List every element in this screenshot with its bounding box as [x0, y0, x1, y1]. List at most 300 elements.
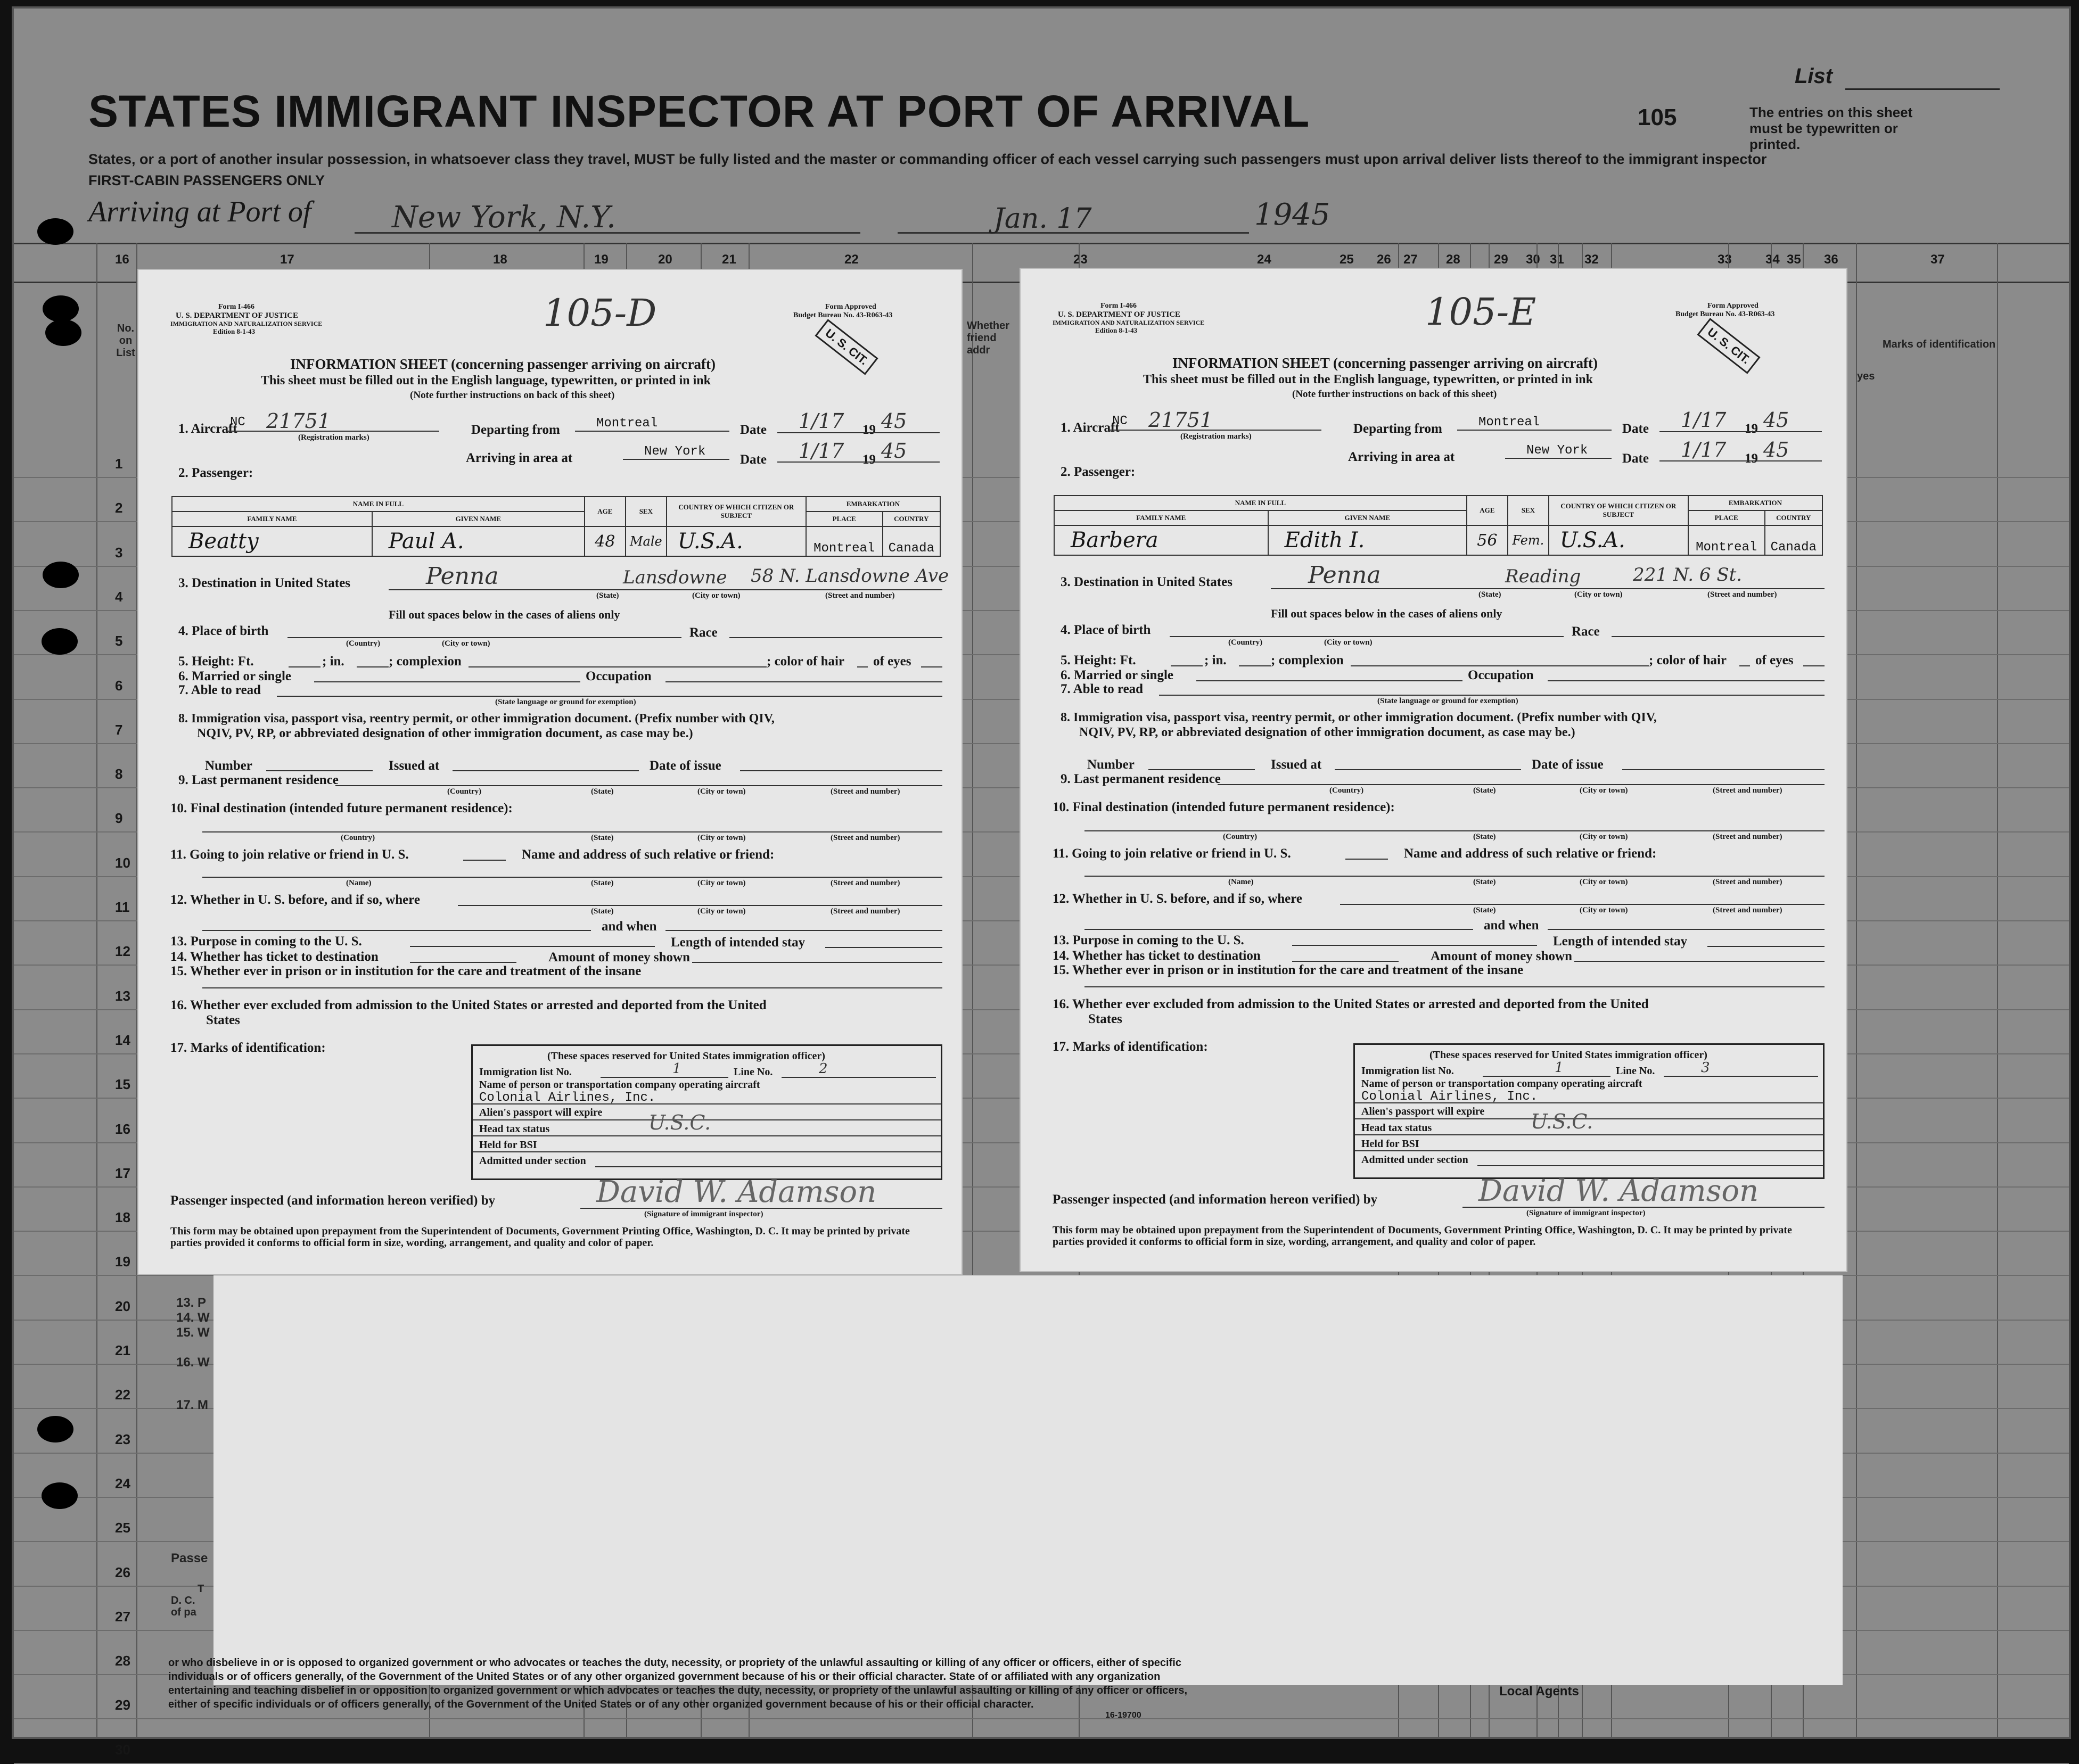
arrive-century: 19 [1745, 451, 1758, 466]
aircraft-line [1108, 430, 1321, 431]
length-of-stay-label: Length of intended stay [1553, 934, 1688, 949]
row-number: 30 [115, 1742, 130, 1758]
binder-hole-icon [42, 628, 78, 655]
birth-label: 4. Place of birth [1061, 623, 1151, 637]
inspected-label: Passenger inspected (and information hereon verified) by [170, 1193, 496, 1208]
admitted-line [595, 1166, 941, 1167]
when-pre-line [202, 930, 591, 931]
row-number: 22 [115, 1387, 130, 1403]
excluded-label: 16. Whether ever excluded from admission to the United States or arrested and deported from the United [1053, 997, 1649, 1011]
column-number: 21 [722, 252, 736, 267]
aircraft-line [226, 431, 439, 432]
dest-city: Reading [1505, 566, 1581, 587]
passport-expire-label: Alien's passport will expire [479, 1107, 603, 1118]
and-when-label: and when [602, 919, 657, 934]
final-state-sub: (State) [1473, 832, 1496, 841]
dest-street-sub: (Street and number) [825, 591, 895, 600]
registration-sublabel: (Registration marks) [1180, 432, 1252, 441]
money-line [1574, 961, 1825, 962]
list-no-label: Immigration list No. [479, 1066, 572, 1078]
form-budget: Budget Bureau No. 43-R063-43 [793, 311, 893, 319]
row-number: 1 [115, 456, 123, 472]
departing-label: Departing from [1353, 422, 1442, 436]
company-label: Name of person or transportation company operating aircraft [1361, 1078, 1642, 1090]
embark-country: Canada [883, 526, 940, 556]
destination-label: 3. Destination in United States [1061, 575, 1232, 589]
marks-label: 17. Marks of identification: [1053, 1040, 1208, 1054]
length-line [1707, 946, 1825, 947]
visa-label-2: NQIV, PV, RP, or abbreviated designation of other immigration document, as case may be.) [197, 727, 693, 740]
depart-date: 1/17 [1681, 408, 1727, 432]
final-street-sub: (Street and number) [831, 834, 900, 842]
row-number: 10 [115, 855, 130, 871]
binder-hole-icon [43, 295, 79, 322]
final-destination-label: 10. Final destination (intended future permanent residence): [1053, 800, 1395, 814]
read-sub: (State language or ground for exemption) [495, 698, 636, 706]
race-line [729, 637, 942, 638]
inspected-label: Passenger inspected (and information hereon verified) by [1053, 1192, 1378, 1207]
reserved-officer-box [471, 1044, 942, 1180]
arrive-date-label: Date [740, 452, 767, 467]
form-footnote: This form may be obtained upon prepayment from the Superintendent of Documents, Government Printing Office, Washington, D. C. It may be printed by private parties provided it conforms to official form in size, wording, arrangement, and quality and color of paper. [170, 1225, 910, 1249]
column-number: 34 [1765, 252, 1780, 267]
arriving-line [623, 459, 729, 460]
complexion-line [1351, 665, 1649, 666]
number-label: Number [205, 759, 252, 773]
th-name-full: NAME IN FULL [172, 497, 585, 512]
registration-sublabel: (Registration marks) [298, 433, 369, 442]
hair-label: ; color of hair [767, 654, 845, 669]
last-country-sub: (Country) [447, 787, 482, 796]
binder-hole-icon [37, 218, 73, 245]
bsi-line [1355, 1150, 1823, 1151]
join-line [463, 860, 506, 861]
th-sex: SEX [1508, 496, 1549, 525]
money-label: Amount of money shown [1431, 949, 1573, 963]
height-in-label: ; in. [322, 654, 344, 669]
column-number: 27 [1403, 252, 1418, 267]
length-line [825, 947, 942, 948]
depart-date: 1/17 [799, 409, 844, 433]
married-label: 6. Married or single [1061, 668, 1173, 682]
ghost-tail-1: T [198, 1583, 204, 1595]
purpose-label: 13. Purpose in coming to the U. S. [170, 934, 362, 949]
embark-country: Canada [1765, 525, 1822, 555]
company-label: Name of person or transportation company operating aircraft [479, 1079, 760, 1091]
signature-sub: (Signature of immigrant inspector) [1526, 1209, 1646, 1217]
ticket-line [410, 962, 516, 963]
passenger-table [1054, 495, 1823, 556]
last-residence-label: 9. Last permanent residence [1061, 772, 1221, 786]
passenger-table [171, 496, 941, 557]
date-label: Date [1622, 422, 1649, 436]
join-relative-label: 11. Going to join relative or friend in U. S. [170, 847, 409, 862]
issued-at-line [453, 770, 639, 771]
prison-line [202, 987, 942, 988]
reserved-officer-box [1353, 1043, 1825, 1179]
line-no-line [1664, 1076, 1818, 1077]
arriving-label: Arriving at Port of [88, 195, 311, 228]
column-number: 16 [115, 252, 129, 267]
form-dept: U. S. DEPARTMENT OF JUSTICE [1058, 310, 1181, 319]
relative-street-sub: (Street and number) [831, 879, 900, 887]
relative-name-label: Name and address of such relative or friend: [1404, 846, 1657, 861]
column-number: 36 [1824, 252, 1838, 267]
form-subtitle: This sheet must be filled out in the English language, typewritten, or printed in ink [261, 374, 711, 388]
bsi-label: Held for BSI [1361, 1138, 1419, 1150]
arriving-label: Arriving in area at [1348, 450, 1455, 464]
relative-name-sub: (Name) [1228, 878, 1254, 886]
row-number: 17 [115, 1165, 130, 1181]
passport-expire-label: Alien's passport will expire [1361, 1106, 1485, 1117]
row-number: 6 [115, 678, 123, 694]
dest-city-sub: (City or town) [692, 591, 741, 600]
eyes-line [1803, 665, 1825, 666]
final-country-sub: (Country) [341, 834, 375, 842]
row-number: 4 [115, 589, 123, 605]
passenger-label: 2. Passenger: [1061, 465, 1136, 479]
visa-label-2: NQIV, PV, RP, or abbreviated designation of other immigration document, as case may be.) [1079, 726, 1575, 739]
list-no: 1 [1555, 1060, 1564, 1076]
and-when-line [665, 930, 942, 931]
form-approved: Form Approved [825, 303, 876, 311]
birth-city-sub: (City or town) [1324, 638, 1373, 647]
depart-year: 45 [1763, 408, 1789, 432]
purpose-line [410, 946, 655, 947]
married-line [314, 681, 580, 682]
last-street-sub: (Street and number) [831, 787, 900, 796]
departing-from: Montreal [596, 416, 658, 431]
occupation-label: Occupation [1468, 668, 1534, 682]
information-sheet-105-d [137, 269, 963, 1275]
departing-label: Departing from [471, 423, 560, 437]
final-destination-line [1084, 830, 1825, 831]
birth-country-sub: (Country) [346, 639, 381, 648]
admitted-line [1477, 1165, 1823, 1166]
purpose-label: 13. Purpose in coming to the U. S. [1053, 933, 1244, 947]
signature-line [580, 1208, 942, 1209]
married-label: 6. Married or single [178, 669, 291, 683]
th-embarkation: EMBARKATION [1688, 496, 1822, 510]
row-number: 28 [115, 1653, 130, 1669]
hair-label: ; color of hair [1649, 653, 1727, 667]
arriving-in: New York [644, 444, 706, 459]
th-country: COUNTRY OF WHICH CITIZEN OR SUBJECT [667, 497, 806, 526]
row-number: 26 [115, 1564, 130, 1580]
column-number: 18 [493, 252, 507, 267]
century-19: 19 [1745, 422, 1758, 436]
aircraft-label: 1. Aircraft [1061, 421, 1120, 435]
bsi-label: Held for BSI [479, 1139, 537, 1151]
row-number: 25 [115, 1520, 130, 1536]
family-name: Barbera [1054, 525, 1268, 555]
us-citizen-stamp: U. S. CIT. [815, 319, 878, 375]
dest-state: Penna [1308, 562, 1381, 589]
form-edition: Edition 8-1-43 [1095, 326, 1138, 334]
and-when-label: and when [1484, 918, 1539, 933]
local-agents-label: Local Agents [1499, 1684, 1579, 1699]
column-number: 22 [844, 252, 859, 267]
form-footnote: This form may be obtained upon prepayment from the Superintendent of Documents, Government Printing Office, Washington, D. C. It may be printed by private parties provided it conforms to official form in size, wording, arrangement, and quality and color of paper. [1053, 1224, 1792, 1248]
ticket-label: 14. Whether has ticket to destination [170, 950, 379, 964]
footer-code: 16-19700 [1105, 1711, 1141, 1720]
inspector-signature: David W. Adamson [596, 1175, 877, 1209]
th-name-full: NAME IN FULL [1054, 496, 1467, 510]
form-note: (Note further instructions on back of this sheet) [410, 390, 615, 401]
final-city-sub: (City or town) [697, 834, 746, 842]
blank-overlay-sheet [213, 1275, 1843, 1685]
relative-line [1084, 876, 1825, 877]
sheet-title: STATES IMMIGRANT INSPECTOR AT PORT OF ARRIVAL [88, 86, 1310, 136]
last-city-sub: (City or town) [697, 787, 746, 796]
citizen-of: U.S.A. [1549, 525, 1688, 555]
age: 56 [1467, 525, 1508, 555]
dest-state-sub: (State) [596, 591, 619, 600]
form-title: INFORMATION SHEET (concerning passenger arriving on aircraft) [290, 356, 716, 372]
before-city-sub: (City or town) [697, 907, 746, 916]
money-line [692, 962, 942, 963]
column-number: 19 [594, 252, 609, 267]
arriving-port: New York, N.Y. [392, 200, 616, 235]
read-line [1159, 695, 1825, 696]
ticket-label: 14. Whether has ticket to destination [1053, 949, 1261, 963]
arriving-year: 1945 [1254, 197, 1330, 232]
height-label: 5. Height: Ft. [1061, 653, 1136, 667]
prison-line [1084, 986, 1825, 987]
th-age: AGE [1467, 496, 1508, 525]
excluded-states: States [1088, 1012, 1122, 1026]
date-of-issue-line [740, 770, 942, 771]
form-budget: Budget Bureau No. 43-R063-43 [1675, 310, 1775, 318]
relative-state-sub: (State) [1473, 878, 1496, 886]
race-line [1612, 636, 1825, 637]
row-number: 15 [115, 1076, 130, 1092]
form-dept: U. S. DEPARTMENT OF JUSTICE [176, 311, 299, 320]
departing-line [575, 431, 729, 432]
destination-line [1271, 588, 1825, 589]
ghost-item-17: 17. M [176, 1398, 209, 1412]
date-of-issue-line [1622, 769, 1825, 770]
line-no-line [782, 1077, 936, 1078]
company-line [473, 1103, 941, 1104]
height-ft-line [1171, 665, 1203, 666]
family-name: Beatty [172, 526, 372, 556]
admitted-label: Admitted under section [1361, 1154, 1468, 1166]
final-city-sub: (City or town) [1580, 832, 1628, 841]
occupation-line [1548, 680, 1825, 681]
dest-city: Lansdowne [623, 567, 727, 588]
race-label: Race [689, 625, 718, 640]
arrive-date: 1/17 [799, 439, 844, 463]
header-marks: Marks of identification [1883, 339, 1996, 350]
form-edition: Edition 8-1-43 [213, 327, 256, 335]
depart-date-line [1659, 431, 1822, 432]
depart-date-line [777, 432, 940, 433]
th-country2: COUNTRY [1765, 510, 1822, 525]
ghost-tail-3: of pa [171, 1606, 196, 1618]
column-number: 37 [1930, 252, 1945, 267]
eyes-label: of eyes [1755, 653, 1794, 667]
list-no-label: Immigration list No. [1361, 1065, 1454, 1077]
arrive-date: 1/17 [1681, 438, 1727, 461]
form-title: INFORMATION SHEET (concerning passenger arriving on aircraft) [1172, 355, 1598, 371]
read-line [277, 696, 942, 697]
form-number: Form I-466 [218, 303, 255, 311]
grid-column-line [96, 243, 97, 1737]
height-in-line [1239, 665, 1271, 666]
ghost-tail-2: D. C. [171, 1595, 195, 1606]
date-label: Date [740, 423, 767, 437]
line-no: 2 [819, 1061, 828, 1077]
typed-note: The entries on this sheet must be typewritten or printed. [1749, 104, 1913, 152]
arrive-century: 19 [862, 452, 876, 467]
head-tax: U.S.C. [648, 1111, 711, 1134]
length-of-stay-label: Length of intended stay [671, 935, 806, 950]
dest-state: Penna [426, 563, 499, 590]
row-number: 3 [115, 545, 123, 560]
before-street-sub: (Street and number) [1713, 906, 1782, 914]
dest-state-sub: (State) [1478, 590, 1501, 599]
citizen-of: U.S.A. [667, 526, 806, 556]
visa-label: 8. Immigration visa, passport visa, reentry permit, or other immigration document. (Prefix number with QIV, [1061, 711, 1657, 724]
complexion-label: ; complexion [1271, 653, 1344, 667]
arriving-date: Jan. 17 [993, 203, 1092, 235]
hair-line [1739, 665, 1750, 666]
bottom-statement: or who disbelieve in or is opposed to organized government or who advocates or teaches the duty, necessity, or propriety of the unlawful assaulting or killing of any officer or officers, either of specific individuals or of officers generally, of the Government of the United States or of any other organized government because of his or their official character. State of or affiliated with any organization entertaining and teaching disbelief in or opposition to organized government or which advocates or teaches the duty, necessity, or propriety of the unlawful assaulting or killing of any officer or officers, either of specific individuals or of officers generally, of the Government of the United States or of any other organized government because of his or their official character. [168, 1657, 1187, 1710]
before-street-sub: (Street and number) [831, 907, 900, 916]
relative-city-sub: (City or town) [697, 879, 746, 887]
inspector-signature: David W. Adamson [1478, 1174, 1759, 1208]
height-label: 5. Height: Ft. [178, 654, 254, 669]
list-label: List [1795, 64, 1833, 88]
arrive-date-label: Date [1622, 451, 1649, 466]
departing-from: Montreal [1478, 415, 1540, 430]
ghost-item-16: 16. W [176, 1355, 210, 1370]
arrive-year: 45 [881, 439, 907, 463]
ghost-item-15: 15. W [176, 1325, 210, 1340]
head-tax-line [1355, 1134, 1823, 1135]
last-residence-line [1218, 784, 1825, 785]
row-number: 13 [115, 988, 130, 1004]
th-family: FAMILY NAME [172, 512, 372, 526]
row-number: 23 [115, 1431, 130, 1447]
header-whether: Whether friend addr [967, 320, 1009, 356]
ticket-line [1292, 961, 1399, 962]
number-line [266, 770, 373, 771]
passenger-label: 2. Passenger: [178, 466, 253, 480]
th-given: GIVEN NAME [372, 512, 585, 526]
us-before-line [1340, 904, 1825, 905]
height-in-line [357, 666, 389, 667]
sex: Male [626, 526, 667, 556]
row-number: 21 [115, 1342, 130, 1358]
occupation-line [665, 681, 942, 682]
last-residence-label: 9. Last permanent residence [178, 773, 339, 787]
given-name: Paul A. [372, 526, 585, 556]
column-number: 31 [1550, 252, 1564, 267]
reserved-title: (These spaces reserved for United States immigration officer) [1429, 1049, 1707, 1061]
column-number: 35 [1787, 252, 1801, 267]
us-before-label: 12. Whether in U. S. before, and if so, where [1053, 892, 1302, 906]
arriving-label: Arriving in area at [466, 451, 573, 465]
th-country2: COUNTRY [883, 512, 940, 526]
header-yes: yes [1857, 370, 1875, 382]
date-of-issue-label: Date of issue [650, 759, 721, 773]
sheet-number: 105 [1638, 104, 1677, 130]
instructions-text: States, or a port of another insular possession, in whatsoever class they travel, MUST be fully listed and the master or commanding officer of each vessel carrying such passengers must upon arrival deliver lists thereof to the immigrant inspector [88, 151, 1767, 167]
destination-label: 3. Destination in United States [178, 576, 350, 590]
grid-column-line [1856, 243, 1857, 1737]
th-country: COUNTRY OF WHICH CITIZEN OR SUBJECT [1549, 496, 1688, 525]
birth-country-sub: (Country) [1228, 638, 1263, 647]
issued-at-line [1335, 769, 1521, 770]
th-sex: SEX [626, 497, 667, 526]
aliens-only-label: Fill out spaces below in the cases of aliens only [389, 608, 620, 621]
read-label: 7. Able to read [178, 683, 261, 697]
row-number: 24 [115, 1476, 130, 1491]
aircraft-label: 1. Aircraft [178, 422, 237, 436]
row-number: 2 [115, 500, 123, 516]
th-place: PLACE [1688, 510, 1765, 525]
eyes-label: of eyes [873, 654, 911, 669]
prison-label: 15. Whether ever in prison or in institution for the care and treatment of the insane [1053, 963, 1524, 977]
column-number: 23 [1073, 252, 1088, 267]
grid-column-line [1997, 243, 1998, 1737]
form-service: IMMIGRATION AND NATURALIZATION SERVICE [170, 320, 323, 327]
final-destination-label: 10. Final destination (intended future permanent residence): [170, 801, 513, 815]
information-sheet-105-e [1020, 268, 1847, 1272]
date-of-issue-label: Date of issue [1532, 757, 1604, 772]
embark-place: Montreal [806, 526, 883, 556]
row-number: 16 [115, 1121, 130, 1137]
reserved-title: (These spaces reserved for United States immigration officer) [547, 1050, 825, 1062]
relative-street-sub: (Street and number) [1713, 878, 1782, 886]
before-state-sub: (State) [591, 907, 614, 916]
admitted-label: Admitted under section [479, 1155, 586, 1167]
birth-line [1170, 636, 1564, 637]
th-given: GIVEN NAME [1268, 510, 1467, 525]
column-number: 32 [1584, 252, 1599, 267]
row-number: 20 [115, 1298, 130, 1314]
form-approved: Form Approved [1707, 302, 1758, 310]
head-tax-line [473, 1135, 941, 1136]
th-age: AGE [585, 497, 626, 526]
us-before-line [458, 905, 942, 906]
marks-label: 17. Marks of identification: [170, 1041, 326, 1055]
binder-hole-icon [43, 562, 79, 588]
relative-line [202, 877, 942, 878]
century-19: 19 [862, 423, 876, 437]
occupation-label: Occupation [586, 669, 652, 683]
complexion-line [469, 666, 767, 667]
last-city-sub: (City or town) [1580, 786, 1628, 795]
read-sub: (State language or ground for exemption) [1377, 697, 1518, 705]
number-label: Number [1087, 757, 1135, 772]
binder-hole-icon [45, 319, 81, 346]
issued-at-label: Issued at [1271, 757, 1322, 772]
ghost-item-13: 13. P [176, 1296, 207, 1310]
arrive-date-line [1659, 460, 1822, 461]
arrive-year: 45 [1763, 438, 1789, 461]
list-no-line [601, 1077, 728, 1078]
row-number: 19 [115, 1254, 130, 1270]
departing-line [1457, 430, 1612, 431]
list-line [1845, 88, 2000, 90]
column-number: 17 [280, 252, 294, 267]
last-country-sub: (Country) [1329, 786, 1364, 795]
hair-line [857, 666, 868, 667]
row-number: 8 [115, 766, 123, 782]
